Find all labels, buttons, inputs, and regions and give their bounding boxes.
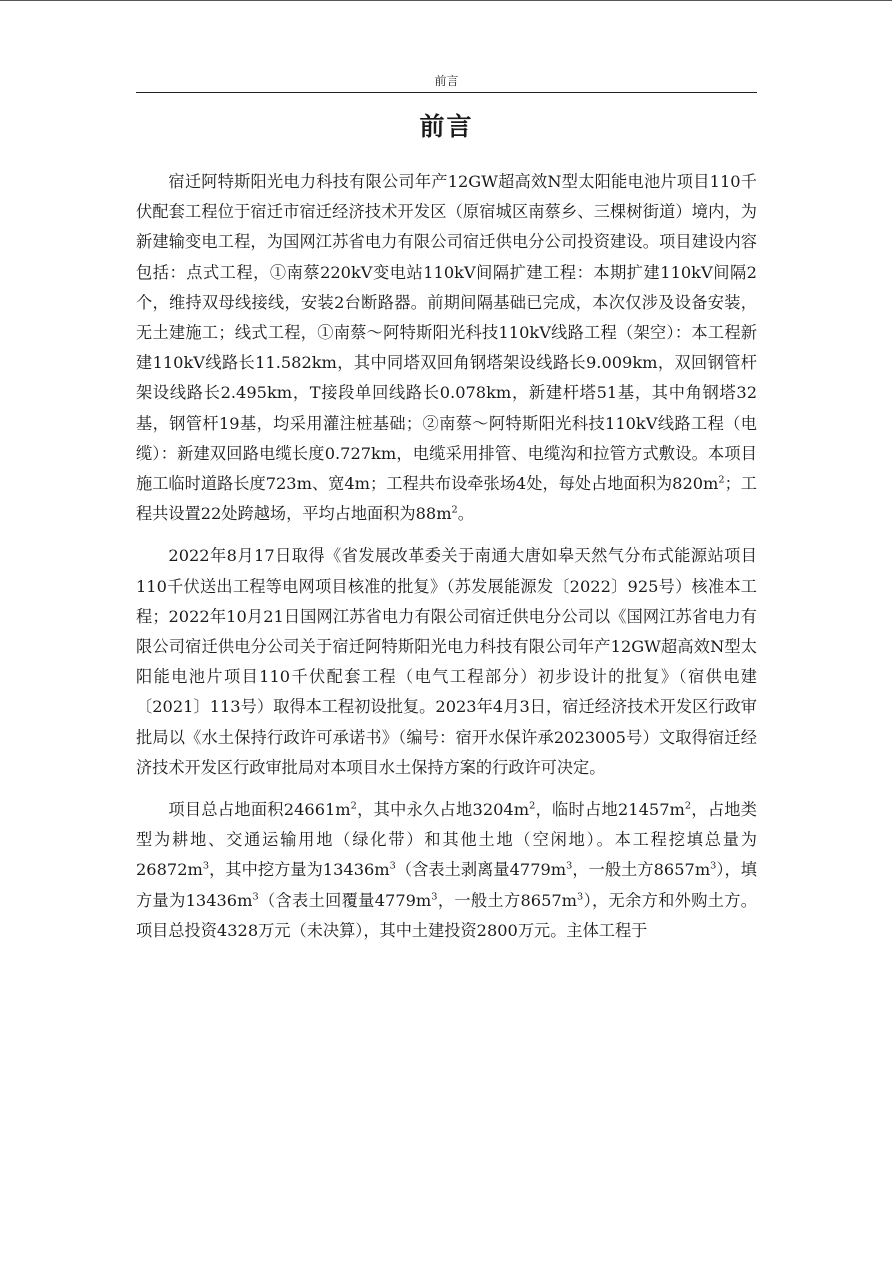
paragraph-approvals: 2022年8月17日取得《省发展改革委关于南通大唐如皋天然气分布式能源站项目110千伏送出工程等电网项目核准的批复》（苏发展能源发〔2022〕925号）核准本工程；2022年10月21日国网江苏省电力有限公司宿迁供电分公司以《国网江苏省电力有限公司宿迁供电分公司关于宿迁阿特斯阳光电力科技有限公司年产12GW超高效N型太阳能电池片项目110千伏配套工程（电气工程部分）初步设计的批复》（宿供电建〔2021〕113号）取得本工程初设批复。2023年4月3日，宿迁经济技术开发区行政审批局以《水土保持行政许可承诺书》（编号：宿开水保许承2023005号）文取得宿迁经济技术开发区行政审批局对本项目水土保持方案的行政许可决定。 [136,546,757,777]
page-title: 前言 [419,112,474,141]
running-header: 前言 [434,74,459,88]
body-text [136,167,757,958]
header-rule [136,92,757,93]
paragraph-project-overview: 宿迁阿特斯阳光电力科技有限公司年产12GW超高效N型太阳能电池片项目110千伏配套工程位于宿迁市宿迁经济技术开发区（原宿城区南蔡乡、三棵树街道）境内，为新建输变电工程，为国网江苏省电力有限公司宿迁供电分公司投资建设。项目建设内容包括：点式工程，①南蔡220kV变电站110kV间隔扩建工程：本期扩建110kV间隔2个，维持双母线接线，安装2台断路器。前期间隔基础已完成，本次仅涉及设备安装，无土建施工；线式工程，①南蔡～阿特斯阳光科技110kV线路工程（架空）：本工程新建110kV线路长11.582km，其中同塔双回角钢塔架设线路长9.009km，双回钢管杆架设线路长2.495km，T接段单回线路长0.078km，新建杆塔51基，其中角钢塔32基，钢管杆19基，均采用灌注桩基础；②南蔡～阿特斯阳光科技110kV线路工程（电缆）：新建双回路电缆长度0.727km，电缆采用排管、电缆沟和拉管方式敷设。本项目施工临时道路长度723m、宽4m；工程共布设牵张场4处，每处占地面积为$820m^2$；工程共设置22处跨越场，平均占地面积为$88m^2$。 [136,172,757,524]
paragraph-land-and-earthwork: 项目总占地面积$24661m^2$，其中永久占地$3204m^2$，临时占地$21457m^2$，占地类型为耕地、交通运输用地（绿化带）和其他土地（空闲地）。本工程挖填总量为$26872m^3$，其中挖方量为$13436m^3$（含表土剥离量$4779m^3$，一般土方$8657m^3$），填方量为$13436m^3$（含表土回覆量$4779m^3$，一般土方$8657m^3$），无余方和外购土方。项目总投资4328万元（未决算），其中土建投资2800万元。主体工程于 [136,800,757,940]
